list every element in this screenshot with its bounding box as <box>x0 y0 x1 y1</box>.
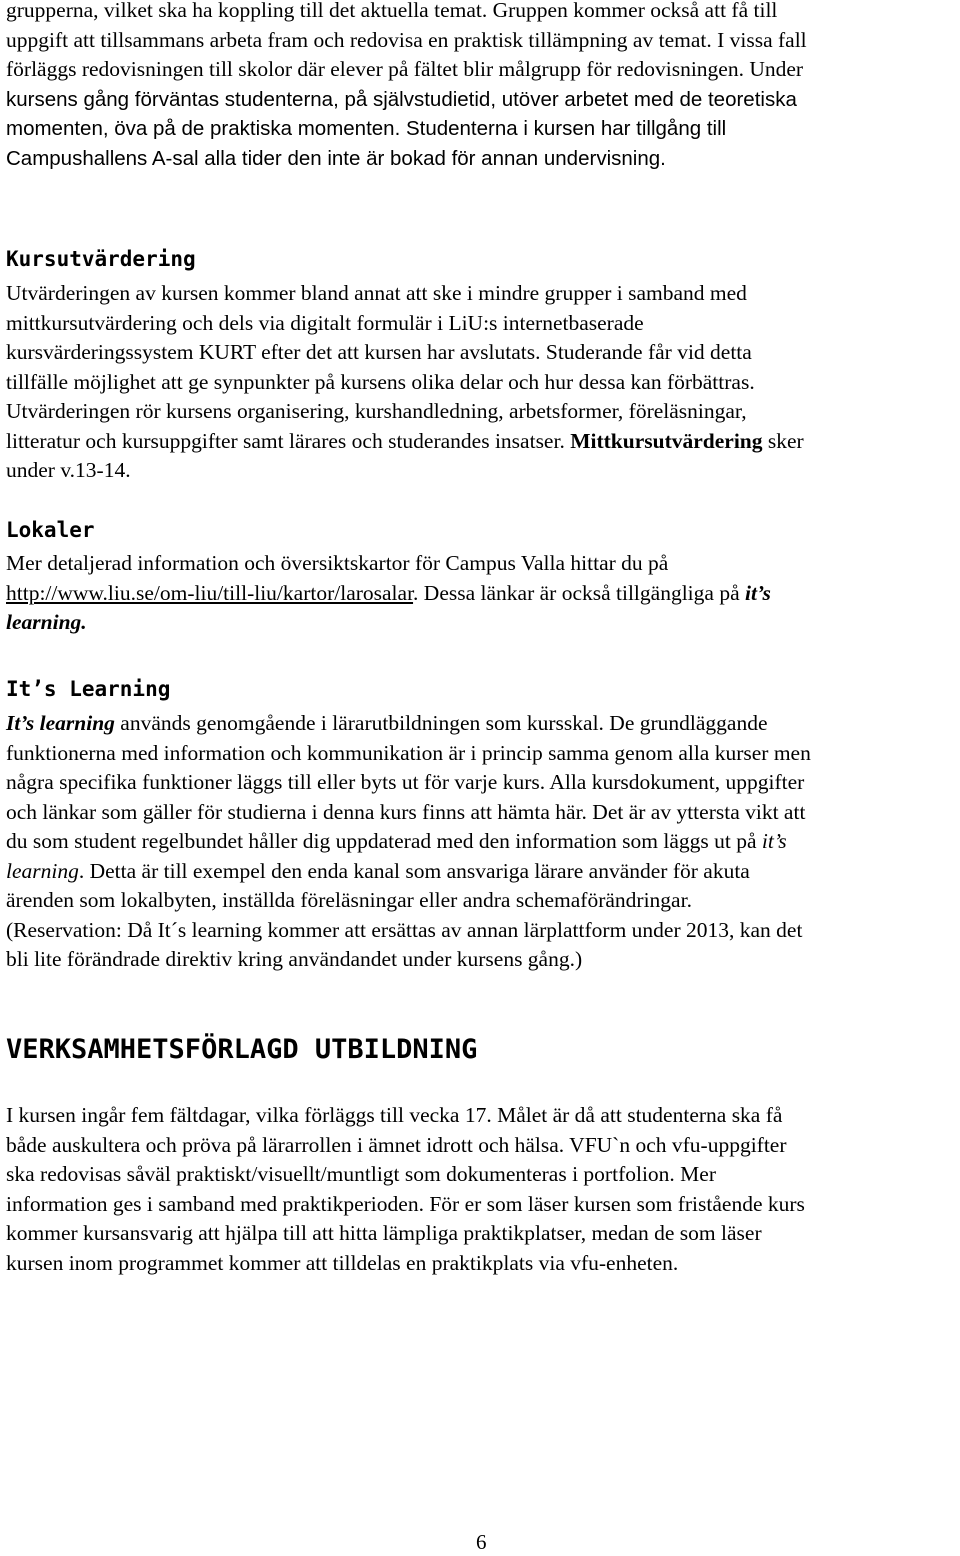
paragraph-line: I kursen ingår fem fältdagar, vilka förläggs till vecka 17. Målet är då att studenterna ska få <box>6 1103 783 1127</box>
paragraph-line: kommer kursansvarig att hjälpa till att hitta lämpliga praktikplatser, medan de som läser <box>6 1221 762 1245</box>
lokaler-heading: Lokaler <box>6 518 95 542</box>
itslearning-term: learning <box>6 858 79 883</box>
lokaler-paragraph <box>6 549 956 638</box>
paragraph-line: mittkursutvärdering och dels via digitalt formulär i LiU:s internetbaserade <box>6 310 644 335</box>
paragraph-line: kursen inom programmet kommer att tilldelas en praktikplats via vfu-enheten. <box>6 1250 679 1275</box>
kursutvardering-heading: Kursutvärdering <box>6 247 196 271</box>
paragraph-text: . Detta är till exempel den enda kanal som ansvariga lärare använder för akuta <box>78 858 750 883</box>
paragraph-line: information ges i samband med praktikperioden. För er som läser kursen som fristående kurs <box>6 1191 805 1216</box>
intro-line: Campushallens A-sal alla tider den inte är bokad för annan undervisning. <box>6 146 666 170</box>
kursutvardering-paragraph <box>6 279 956 486</box>
paragraph-line: under v.13-14. <box>6 458 131 482</box>
intro-line: förläggs redovisningen till skolor där elever på fältet blir målgrupp för redovisningen. Under <box>6 57 804 81</box>
itslearning-term: it’s <box>761 829 787 853</box>
paragraph-line: Mer detaljerad information och översiktskartor för Campus Valla hittar du på <box>6 551 669 575</box>
paragraph-line: både auskultera och pröva på lärarrollen i ämnet idrott och hälsa. VFU`n och vfu-uppgifter <box>6 1132 787 1157</box>
paragraph-text: används genomgående i lärarutbildningen som kursskal. De grundläggande <box>114 711 768 735</box>
paragraph-line: (Reservation: Då It´s learning kommer att ersättas av annan lärplattform under 2013, kan det <box>6 917 803 942</box>
paragraph-line: Utvärderingen rör kursens organisering, kurshandledning, arbetsformer, föreläsningar, <box>6 399 747 423</box>
intro-line: uppgift att tillsammans arbeta fram och redovisa en praktisk tillämpning av temat. I vissa fall <box>6 27 807 52</box>
intro-line: kursens gång förväntas studenterna, på självstudietid, utöver arbetet med de teoretiska <box>6 87 797 111</box>
intro-line: momenten, öva på de praktiska momenten. Studenterna i kursen har tillgång till <box>6 117 727 140</box>
paragraph-line: bli lite förändrade direktiv kring användandet under kursens gång.) <box>6 947 583 971</box>
itslearning-term: learning. <box>6 610 87 634</box>
paragraph-line <box>6 709 956 739</box>
paragraph-text: du som student regelbundet håller dig uppdaterad med den information som läggs ut på <box>6 829 762 853</box>
paragraph-line: ärenden som lokalbyten, inställda föreläsningar eller andra schemaförändringar. <box>6 888 692 912</box>
intro-paragraph <box>6 0 956 173</box>
paragraph-line <box>6 579 956 609</box>
paragraph-line <box>6 427 956 457</box>
itslearning-paragraph <box>6 709 956 975</box>
mittkursutvardering-term: Mittkursutvärdering <box>570 428 763 453</box>
paragraph-line: några specifika funktioner läggs till eller byts ut för varje kurs. Alla kursdokument, uppgifter <box>6 770 805 794</box>
itslearning-term: it’s <box>745 580 771 605</box>
itslearning-heading: It’s Learning <box>6 677 171 701</box>
paragraph-line: och länkar som gäller för studierna i denna kurs finns att hämta här. Det är av yttersta vikt att <box>6 799 806 824</box>
vfu-heading: VERKSAMHETSFÖRLAGD UTBILDNING <box>6 1034 478 1065</box>
paragraph-text: . Dessa länkar är också tillgängliga på <box>413 580 745 605</box>
paragraph-line <box>6 827 956 857</box>
paragraph-line: tillfälle möjlighet att ge synpunkter på kursens olika delar och hur dessa kan förbättras. <box>6 369 755 394</box>
paragraph-line: ska redovisas såväl praktiskt/visuellt/muntligt som dokumenteras i portfolion. Mer <box>6 1162 716 1186</box>
paragraph-text: sker <box>762 428 804 453</box>
paragraph-line: kursvärderingssystem KURT efter det att kursen har avslutats. Studerande får vid detta <box>6 340 752 364</box>
paragraph-line <box>6 857 956 887</box>
paragraph-line: Utvärderingen av kursen kommer bland annat att ske i mindre grupper i samband med <box>6 281 747 305</box>
paragraph-line: funktionerna med information och kommunikation är i princip samma genom alla kurser men <box>6 740 811 765</box>
page-number: 6 <box>476 1530 487 1554</box>
lokaler-link[interactable]: http://www.liu.se/om-liu/till-liu/kartor/larosalar <box>6 580 414 605</box>
vfu-paragraph <box>6 1101 956 1278</box>
intro-line: grupperna, vilket ska ha koppling till det aktuella temat. Gruppen kommer också att få till <box>6 0 778 22</box>
itslearning-term: It’s learning <box>6 711 115 735</box>
paragraph-text: litteratur och kursuppgifter samt lärares och studerandes insatser. <box>6 428 571 453</box>
